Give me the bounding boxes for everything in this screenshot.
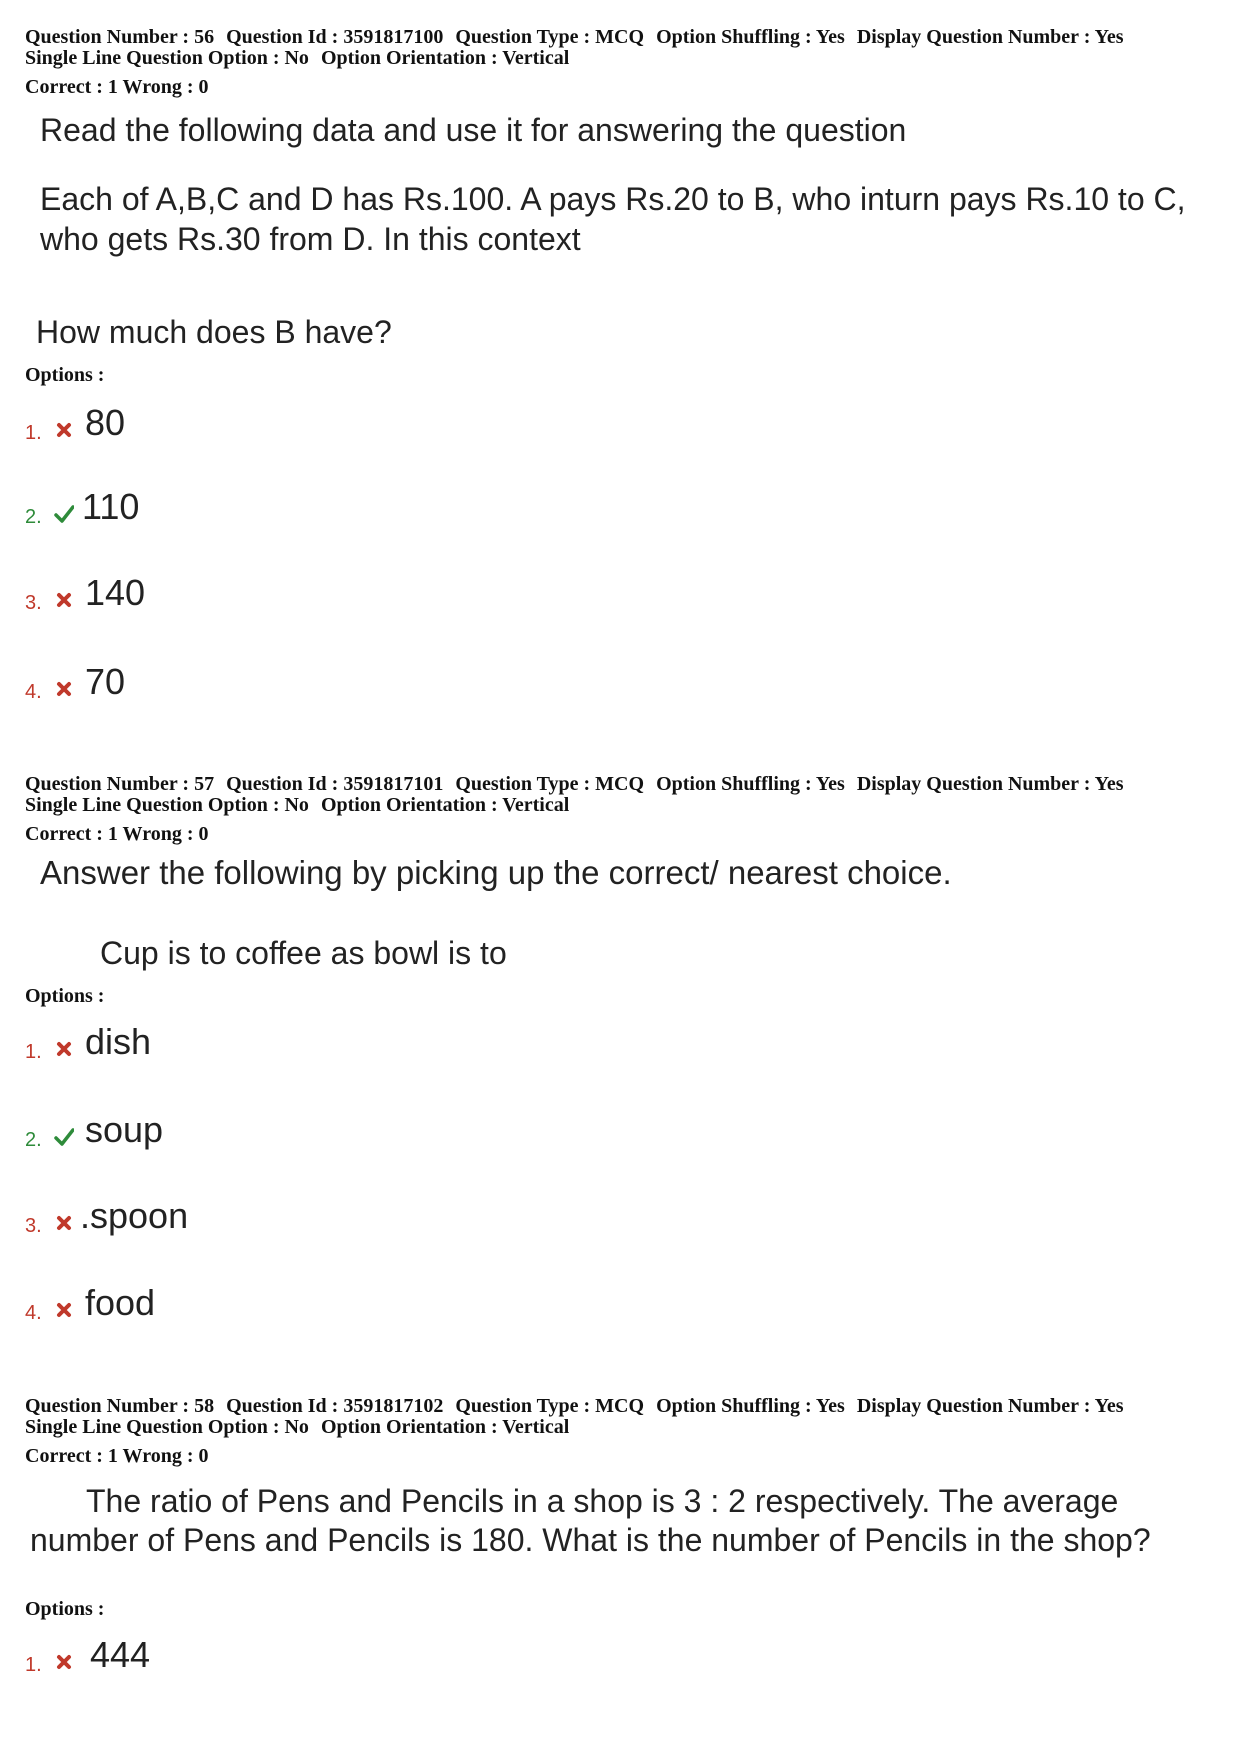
question-meta-line1: Question Number : 56 Question Id : 3591817100 Question Type : MCQ Option Shuffling : Yes Display Question Number : Yes xyxy=(25,26,1124,48)
question-text: Read the following data and use it for answering the question xyxy=(40,112,907,148)
option-number: 4. xyxy=(25,681,42,703)
options-label: Options : xyxy=(25,1598,105,1620)
options-label: Options : xyxy=(25,985,105,1007)
option-value: 444 xyxy=(90,1634,151,1675)
option-value: 70 xyxy=(85,661,126,702)
score-info: Correct : 1 Wrong : 0 xyxy=(25,823,209,845)
option-number: 3. xyxy=(25,1215,42,1237)
option-value: dish xyxy=(85,1021,152,1062)
check-icon xyxy=(54,1127,74,1147)
option-value: 80 xyxy=(85,402,126,443)
question-meta-line2: Single Line Question Option : No Option Orientation : Vertical xyxy=(25,1416,570,1438)
score-info: Correct : 1 Wrong : 0 xyxy=(25,1445,209,1467)
question-text: Answer the following by picking up the correct/ nearest choice. xyxy=(40,854,952,891)
option-value: 110 xyxy=(82,486,140,527)
question-meta-line2: Single Line Question Option : No Option Orientation : Vertical xyxy=(25,47,570,69)
option-value: 140 xyxy=(85,572,146,613)
question-text: number of Pens and Pencils is 180. What is the number of Pencils in the shop? xyxy=(30,1522,1151,1558)
question-meta-line1: Question Number : 58 Question Id : 3591817102 Question Type : MCQ Option Shuffling : Yes Display Question Number : Yes xyxy=(25,1395,1124,1417)
question-meta-line2: Single Line Question Option : No Option Orientation : Vertical xyxy=(25,794,570,816)
score-info: Correct : 1 Wrong : 0 xyxy=(25,76,209,98)
question-text: Each of A,B,C and D has Rs.100. A pays Rs.20 to B, who inturn pays Rs.10 to C, xyxy=(40,181,1186,217)
cross-icon xyxy=(54,420,74,440)
question-text: The ratio of Pens and Pencils in a shop is 3 : 2 respectively. The average xyxy=(86,1483,1119,1519)
option-number: 4. xyxy=(25,1302,42,1324)
options-label: Options : xyxy=(25,364,105,386)
question-meta-line1: Question Number : 57 Question Id : 3591817101 Question Type : MCQ Option Shuffling : Yes Display Question Number : Yes xyxy=(25,773,1124,795)
cross-icon xyxy=(54,1652,74,1672)
option-number: 1. xyxy=(25,1654,42,1676)
option-number: 2. xyxy=(25,1129,42,1151)
option-number: 2. xyxy=(25,506,42,528)
option-value: .spoon xyxy=(80,1195,189,1236)
option-value: soup xyxy=(85,1109,164,1150)
question-text: who gets Rs.30 from D. In this context xyxy=(40,221,581,257)
option-number: 1. xyxy=(25,1041,42,1063)
cross-icon xyxy=(54,1213,74,1233)
option-value: food xyxy=(85,1282,156,1323)
option-number: 1. xyxy=(25,422,42,444)
cross-icon xyxy=(54,1039,74,1059)
question-prompt: Cup is to coffee as bowl is to xyxy=(100,935,507,971)
cross-icon xyxy=(54,1300,74,1320)
check-icon xyxy=(54,504,74,524)
option-number: 3. xyxy=(25,592,42,614)
question-prompt: How much does B have? xyxy=(36,314,392,350)
cross-icon xyxy=(54,679,74,699)
cross-icon xyxy=(54,590,74,610)
